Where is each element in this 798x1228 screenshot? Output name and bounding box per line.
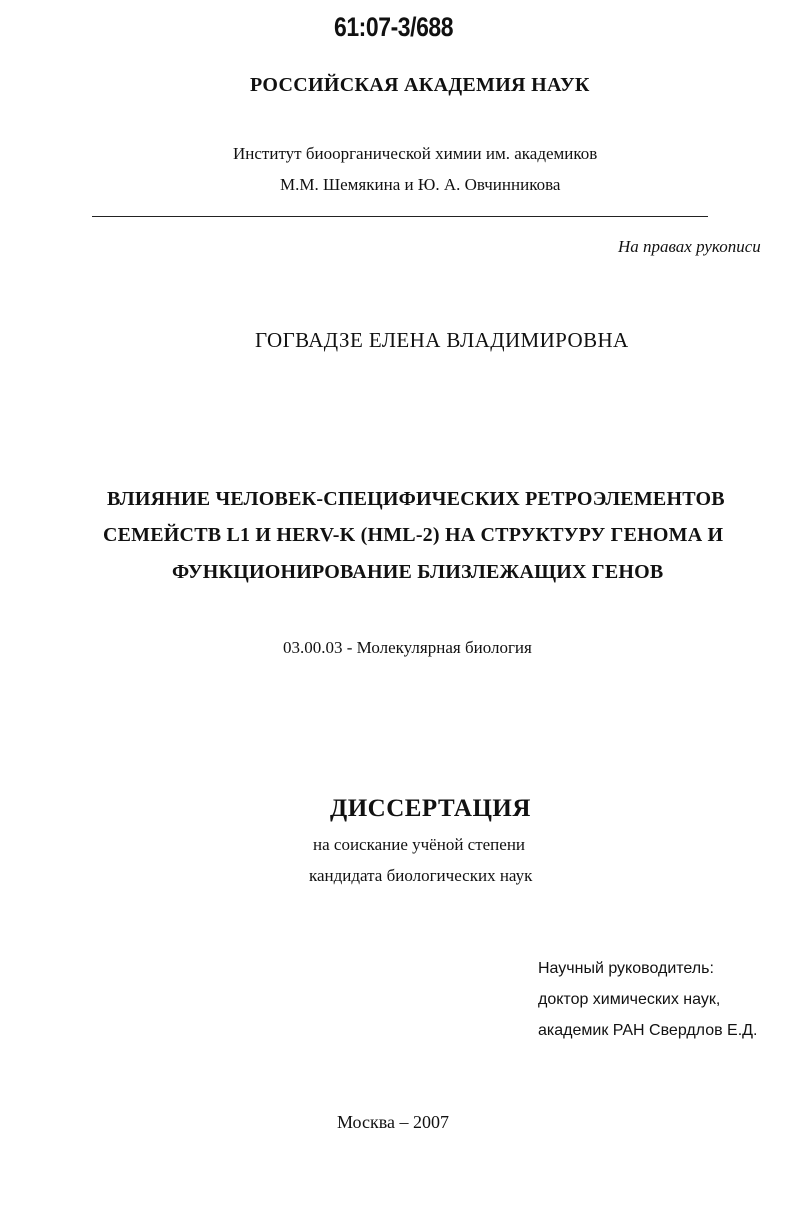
header-divider xyxy=(92,216,708,217)
degree-line-2: кандидата биологических наук xyxy=(309,866,533,885)
organization-name: РОССИЙСКАЯ АКАДЕМИЯ НАУК xyxy=(250,74,590,96)
place-and-year: Москва – 2007 xyxy=(337,1112,449,1132)
institute-line-2: М.М. Шемякина и Ю. А. Овчинникова xyxy=(280,175,561,194)
degree-line-1: на соискание учёной степени xyxy=(313,835,526,854)
author-name: ГОГВАДЗЕ ЕЛЕНА ВЛАДИМИРОВНА xyxy=(255,328,629,352)
thesis-title-line-3: ФУНКЦИОНИРОВАНИЕ БЛИЗЛЕЖАЩИХ ГЕНОВ xyxy=(172,561,664,583)
supervisor-name: академик РАН Свердлов Е.Д. xyxy=(538,1022,758,1039)
catalog-number: 61:07-3/688 xyxy=(334,12,454,42)
manuscript-note: На правах рукописи xyxy=(618,237,761,256)
document-type-heading: ДИССЕРТАЦИЯ xyxy=(330,795,531,822)
thesis-title-line-2: СЕМЕЙСТВ L1 И HERV-K (HML-2) НА СТРУКТУРУ ГЕНОМА И xyxy=(103,524,724,546)
institute-line-1: Институт биоорганической химии им. академиков xyxy=(233,144,598,163)
thesis-title-line-1: ВЛИЯНИЕ ЧЕЛОВЕК-СПЕЦИФИЧЕСКИХ РЕТРОЭЛЕМЕНТОВ xyxy=(107,488,725,510)
supervisor-label: Научный руководитель: xyxy=(538,960,714,977)
supervisor-degree: доктор химических наук, xyxy=(538,991,721,1008)
specialty-code: 03.00.03 - Молекулярная биология xyxy=(283,638,532,657)
